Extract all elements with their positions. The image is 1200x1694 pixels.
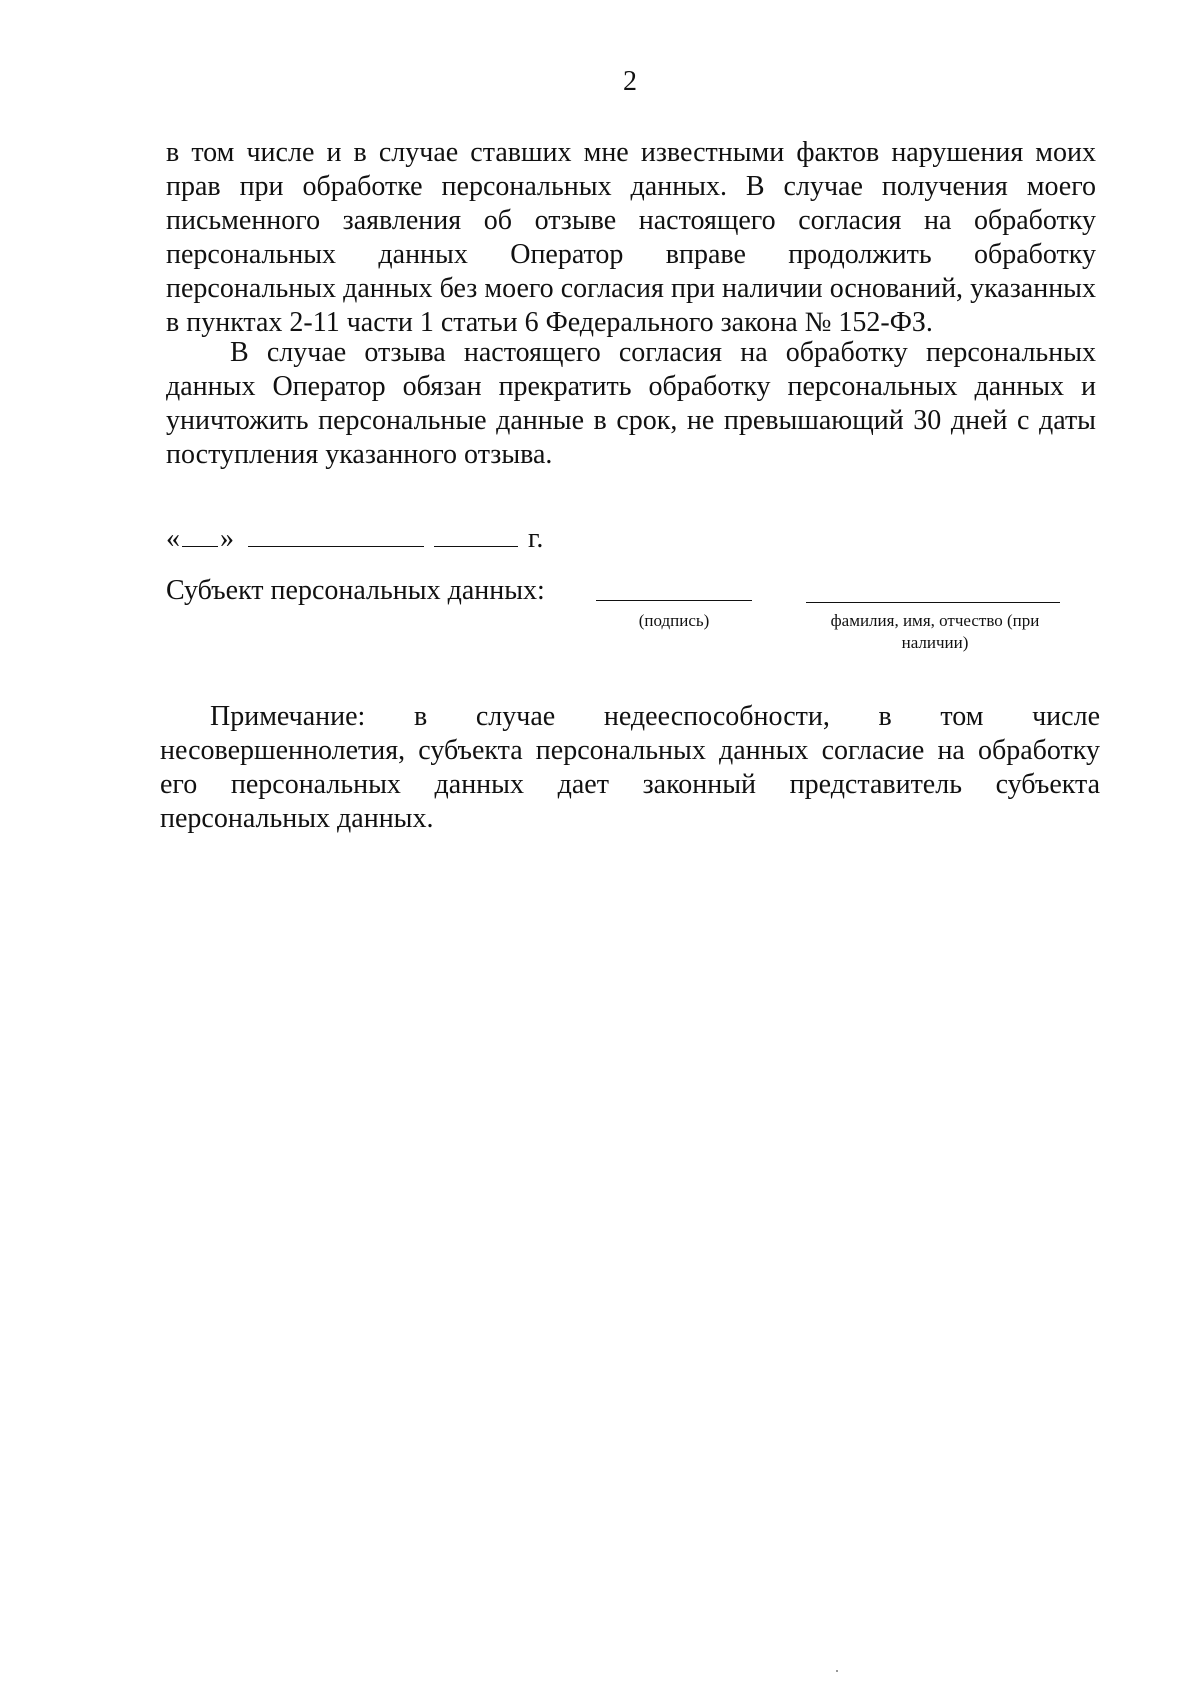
- paragraph-withdrawal-obligation: [166, 336, 1096, 472]
- full-name-blank[interactable]: [806, 602, 1060, 603]
- date-close-quote: »: [220, 523, 234, 554]
- note-text: Примечание: в случае недееспособности, в том числе несовершеннолетия, субъекта персональных данных согласие на обработку его персональных данных дает законный представитель субъекта персональных данных.: [160, 701, 1100, 834]
- full-name-caption: фамилия, имя, отчество (при наличии): [830, 611, 1040, 652]
- signature-blank[interactable]: [596, 600, 752, 601]
- subject-label: Субъект персональных данных:: [166, 575, 545, 606]
- date-year-blank[interactable]: [434, 522, 518, 547]
- date-year-suffix: г.: [528, 523, 544, 554]
- date-field: [166, 522, 543, 556]
- signature-caption: (подпись): [638, 611, 710, 630]
- date-open-quote: «: [166, 523, 180, 554]
- page-number: 2: [623, 66, 637, 97]
- date-month-blank[interactable]: [248, 522, 424, 547]
- date-day-blank[interactable]: [182, 522, 218, 547]
- paragraph-withdrawal-rights: в том числе и в случае ставших мне известными фактов нарушения моих прав при обработке персональных данных. В случае получения моего письменного заявления об отзыве настоящего согласия на обработку персональных данных Оператор вправе продолжить обработку персональных данных без моего согласия при наличии оснований, указанных в пунктах 2-11 части 1 статьи 6 Федерального закона № 152-ФЗ.: [166, 137, 1096, 338]
- paragraph-withdrawal-obligation-text: В случае отзыва настоящего согласия на обработку персональных данных Оператор обязан прекратить обработку персональных данных и уничтожить персональные данные в срок, не превышающий 30 дней с даты поступления указанного отзыва.: [166, 337, 1096, 470]
- note-paragraph: [160, 700, 1100, 836]
- scan-speck: [836, 1670, 838, 1672]
